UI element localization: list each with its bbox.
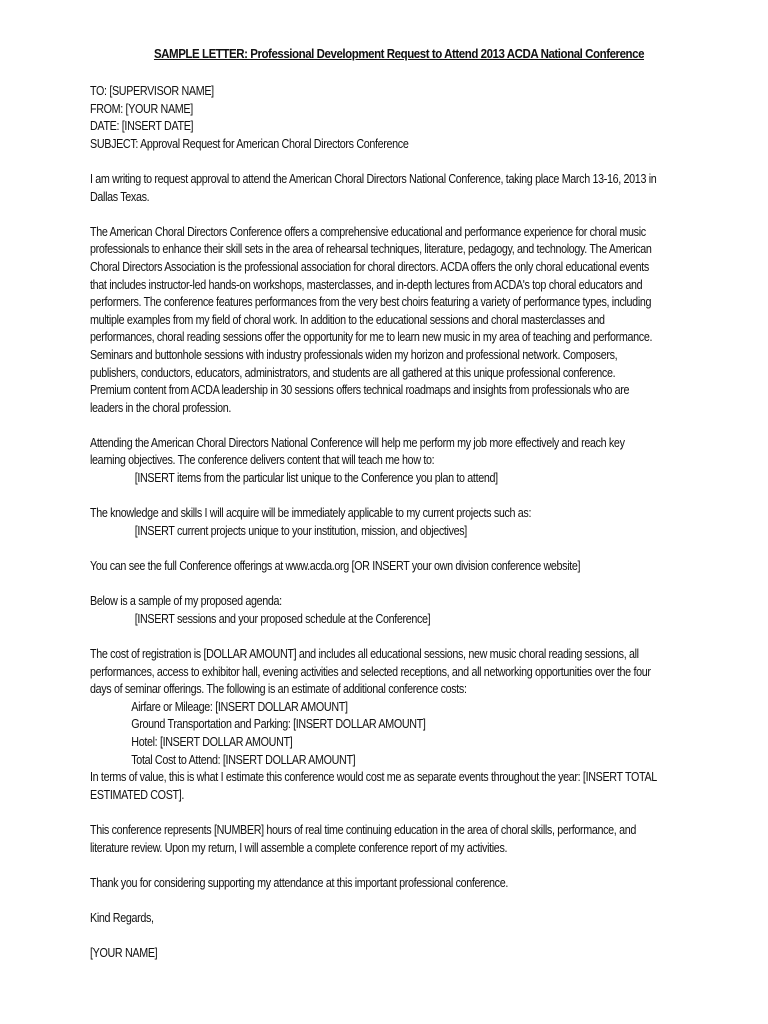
paragraph-line: Below is a sample of my proposed agenda: xyxy=(90,594,282,609)
hours-paragraph xyxy=(90,822,683,857)
paragraph-line: The knowledge and skills I will acquire will be immediately applicable to my current projects such as: xyxy=(90,506,532,521)
cost-item: Hotel: [INSERT DOLLAR AMOUNT] xyxy=(131,734,293,749)
knowledge-paragraph xyxy=(90,505,683,540)
from-line: FROM: [YOUR NAME] xyxy=(90,101,193,116)
agenda-paragraph xyxy=(90,593,683,628)
paragraph-line: Dallas Texas. xyxy=(90,189,150,204)
paragraph-line: professionals to enhance their skill sets in the area of rehearsal techniques, literature, pedagogy, and technology. The American xyxy=(90,242,652,257)
subject-line: SUBJECT: Approval Request for American Choral Directors Conference xyxy=(90,136,409,151)
cost-paragraph xyxy=(90,646,683,804)
closing: Kind Regards, xyxy=(90,910,154,925)
paragraph-line: performances, choral reading sessions offer the opportunity for me to learn new music in my area of teaching and performance. xyxy=(90,330,653,345)
memo-header xyxy=(90,83,683,153)
to-line: TO: [SUPERVISOR NAME] xyxy=(90,84,214,98)
offerings-paragraph: You can see the full Conference offerings at www.acda.org [OR INSERT your own division conference website] xyxy=(90,559,581,574)
paragraph-line: I am writing to request approval to attend the American Choral Directors National Conference, taking place March 13-16, 2013 in xyxy=(90,171,657,186)
paragraph-line: leaders in the choral profession. xyxy=(90,400,232,415)
date-line: DATE: [INSERT DATE] xyxy=(90,119,194,134)
paragraph-line: ESTIMATED COST]. xyxy=(90,787,185,802)
paragraph-line: multiple examples from my field of choral work. In addition to the educational sessions and choral masterclasses and xyxy=(90,312,605,327)
paragraph-line: Premium content from ACDA leadership in 30 sessions offers technical roadmaps and insights from professionals who are xyxy=(90,383,630,398)
thanks-paragraph: Thank you for considering supporting my attendance at this important professional conference. xyxy=(90,875,508,890)
paragraph-line: performances, access to exhibitor hall, evening activities and selected receptions, and all networking opportunities over the four xyxy=(90,664,651,679)
paragraph-line: literature review. Upon my return, I will assemble a complete conference report of my activities. xyxy=(90,840,508,855)
paragraph-line: Seminars and buttonhole sessions with industry professionals widen my horizon and professional network. Composers, xyxy=(90,347,618,362)
cost-item: Total Cost to Attend: [INSERT DOLLAR AMOUNT] xyxy=(131,752,356,767)
letter-body xyxy=(90,83,683,963)
paragraph-line: Attending the American Choral Directors National Conference will help me perform my job more effectively and reach key xyxy=(90,435,625,450)
paragraph-line: publishers, conductors, educators, administrators, and students are all gathered at this unique professional conference. xyxy=(90,365,616,380)
agenda-insert: [INSERT sessions and your proposed schedule at the Conference] xyxy=(134,611,431,626)
cost-item: Airfare or Mileage: [INSERT DOLLAR AMOUNT] xyxy=(131,699,348,714)
paragraph-line: days of seminar offerings. The following is an estimate of additional conference costs: xyxy=(90,682,467,697)
objectives-insert: [INSERT items from the particular list unique to the Conference you plan to attend] xyxy=(134,471,498,486)
paragraph-line: The American Choral Directors Conference offers a comprehensive educational and performance experience for choral music xyxy=(90,224,646,239)
knowledge-insert: [INSERT current projects unique to your institution, mission, and objectives] xyxy=(134,523,467,538)
paragraph-line: performers. The conference features performances from the very best choirs featuring a variety of performance types, including xyxy=(90,295,652,310)
paragraph-line: In terms of value, this is what I estimate this conference would cost me as separate events throughout the year: [INSERT TOTAL xyxy=(90,770,657,785)
letter-title: SAMPLE LETTER: Professional Development Request to Attend 2013 ACDA National Conference xyxy=(153,46,645,61)
paragraph-line: that includes instructor-led hands-on workshops, masterclasses, and in-depth lectures from ACDA's top choral educators and xyxy=(90,277,643,292)
cost-item: Ground Transportation and Parking: [INSERT DOLLAR AMOUNT] xyxy=(131,717,426,732)
paragraph-line: This conference represents [NUMBER] hours of real time continuing education in the area of choral skills, performance, and xyxy=(90,822,636,837)
paragraph-line: learning objectives. The conference delivers content that will teach me how to: xyxy=(90,453,435,468)
overview-paragraph xyxy=(90,224,683,418)
paragraph-line: Choral Directors Association is the professional association for choral directors. ACDA offers the only choral educational events xyxy=(90,259,649,274)
paragraph-line: The cost of registration is [DOLLAR AMOUNT] and includes all educational sessions, new music choral reading sessions, all xyxy=(90,647,639,661)
signature: [YOUR NAME] xyxy=(90,946,158,961)
intro-paragraph xyxy=(90,171,683,206)
objectives-paragraph xyxy=(90,435,683,488)
